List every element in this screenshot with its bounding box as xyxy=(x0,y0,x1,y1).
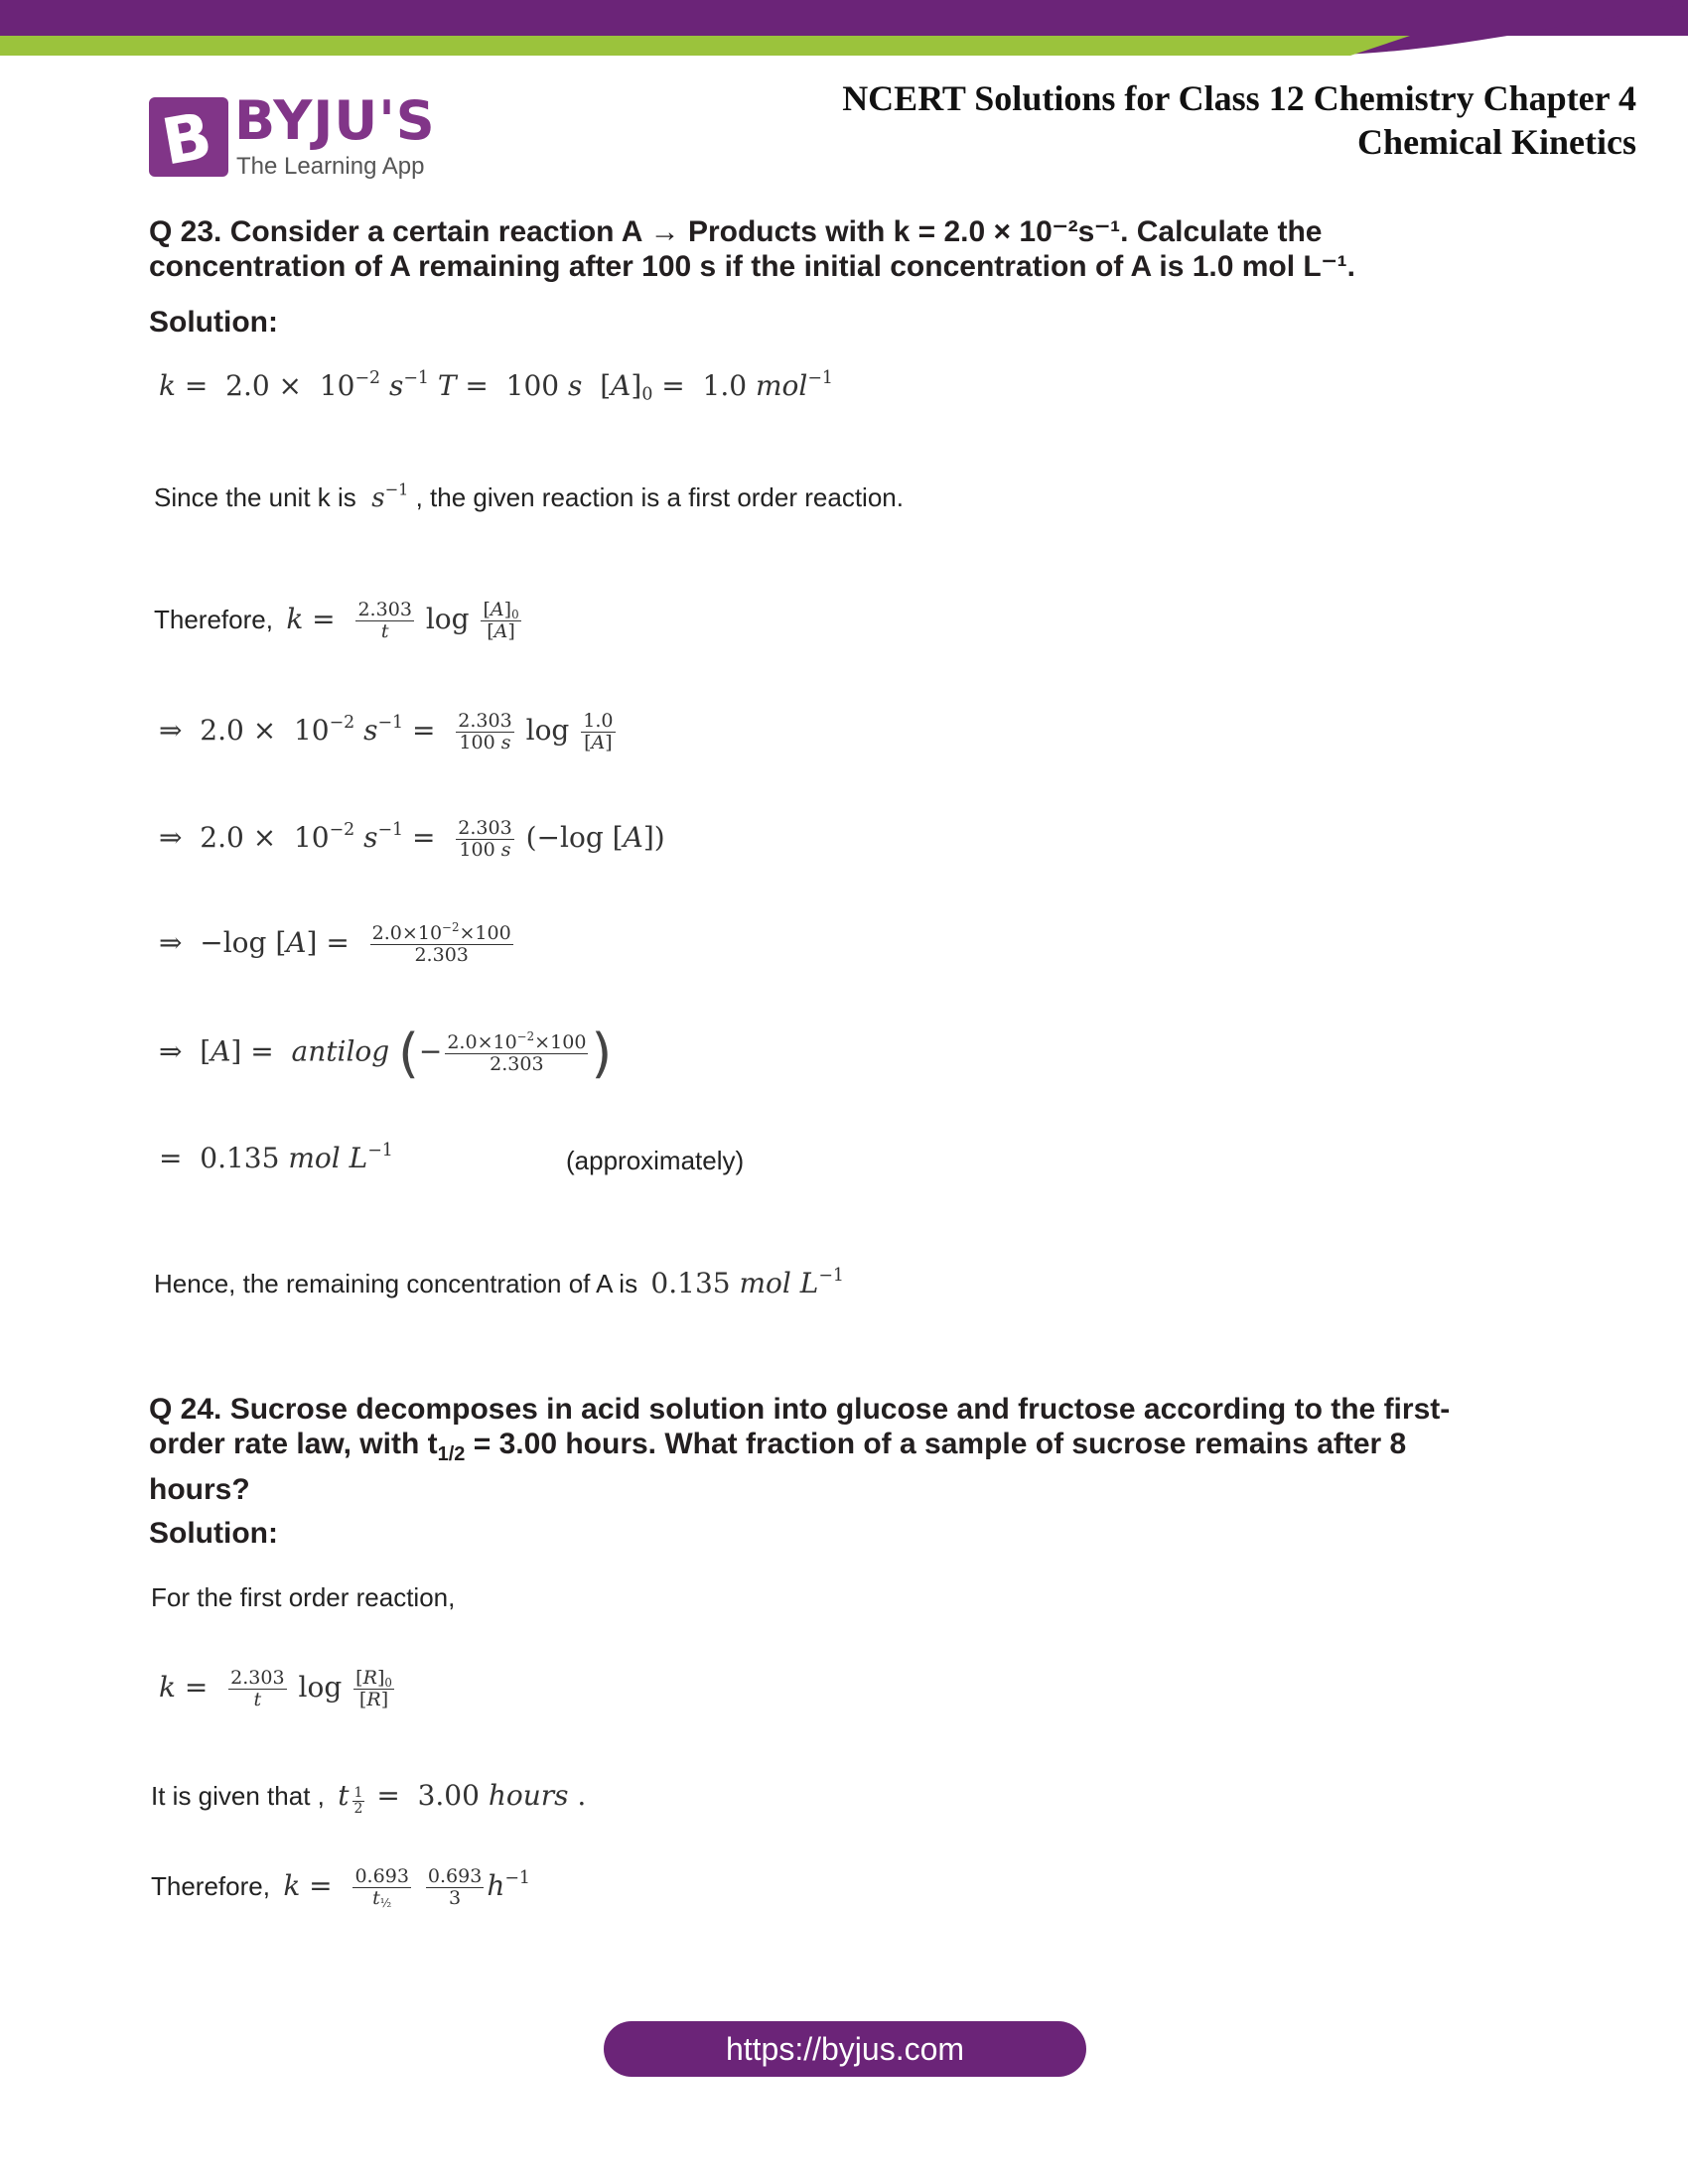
q24-question-line3: hours? xyxy=(149,1473,250,1506)
q23-approx-note: (approximately) xyxy=(566,1146,745,1175)
header-title-line2: Chemical Kinetics xyxy=(1357,122,1636,162)
q23-step-result: = 0.135 mol $L^{-1}$ xyxy=(159,1140,393,1174)
q24-question-line1: Q 24. Sucrose decomposes in acid solution into glucose and fructose according to the first- xyxy=(149,1393,1451,1426)
q24-question xyxy=(149,1392,1539,1507)
q23-step-substitute: ⇒ $2.0 \times 10^{-2}$ $s^{-1}$ = $\frac{2.303}{100 s}$ log $\frac{1.0}{[A]}$ xyxy=(159,710,614,753)
q24-formula: k = $\frac{2.303}{t}$ log $\frac{[R]_0}{[R]}$ xyxy=(159,1667,392,1710)
q24-line2-end: = 3.00 hours. What fraction of a sample of sucrose remains after 8 xyxy=(465,1428,1407,1460)
q23-conclusion: Hence, the remaining concentration of A is 0.135 mol $L^{-1}$ xyxy=(154,1265,844,1299)
brand-tagline: The Learning App xyxy=(236,153,425,180)
q23-since-text: Since the unit k is xyxy=(154,482,356,512)
q23-step-log: ⇒ −log [A] = $\frac{2.0\times 10^{-2}\times 100}{2.303}$ xyxy=(159,919,511,966)
q24-rate-constant: Therefore, k = $\frac{0.693}{t_{\frac{1}{2}}}$ $\frac{0.693}{3}$ $h^{-1}$ xyxy=(151,1865,530,1910)
q23-since-rest: , the given reaction is a first order reaction. xyxy=(415,482,904,512)
logo-letter: B xyxy=(156,99,217,181)
q24-first-order-text: For the first order reaction, xyxy=(151,1582,456,1612)
q23-question xyxy=(149,214,1539,284)
q24-half-sub: 1/2 xyxy=(437,1443,466,1465)
footer-url-button[interactable]: https://byjus.com xyxy=(604,2021,1086,2077)
header-band-green xyxy=(0,36,1350,56)
brand-name: BYJU'S xyxy=(234,89,436,152)
q24-solution-label: Solution: xyxy=(149,1517,278,1550)
q24-line2-start: order rate law, with t xyxy=(149,1428,438,1460)
q24-therefore-label: Therefore, xyxy=(151,1870,270,1901)
q23-question-line1: Q 23. Consider a certain reaction A → Products with k = 2.0 × 10⁻²s⁻¹. Calculate the xyxy=(149,215,1323,248)
q23-step-formula: Therefore, k = $\frac{2.303}{t}$ log $\frac{[A]_0}{[A]}$ xyxy=(154,599,519,642)
logo-icon xyxy=(149,97,228,181)
q23-question-line2: concentration of A remaining after 100 s if the initial concentration of A is 1.0 mol L⁻¹. xyxy=(149,250,1355,283)
q23-therefore-label: Therefore, xyxy=(154,604,273,634)
q24-given-text: It is given that , xyxy=(151,1781,325,1811)
header-title-line1: NCERT Solutions for Class 12 Chemistry Chapter 4 xyxy=(842,78,1636,118)
q23-hence-text: Hence, the remaining concentration of A is xyxy=(154,1269,638,1298)
q23-order-statement xyxy=(154,479,904,513)
header-curve-shape xyxy=(1291,0,1688,60)
q23-solution-label: Solution: xyxy=(149,306,278,339)
q24-given: It is given that , t $\frac{1}{2}$ = 3.00 hours . xyxy=(151,1779,587,1818)
q23-given-values: $k = 2.0 \times 10^{-2}$ $s^{-1}$ T = 100 s $[A]_0 = 1.0$ mol$^{-1}$ xyxy=(159,367,833,405)
q23-unit-math: $s^{-1}$ xyxy=(371,479,409,513)
q24-question-line2 xyxy=(149,1427,1539,1472)
q23-step-simplify: ⇒ $2.0 \times 10^{-2}$ $s^{-1}$ = $\frac{2.303}{100 s}$ (−log [A]) xyxy=(159,817,665,861)
q23-step-antilog: ⇒ [A] = antilog (− $\frac{2.0\times 10^{-2}\times 100}{2.303}$ ) xyxy=(159,1023,613,1084)
